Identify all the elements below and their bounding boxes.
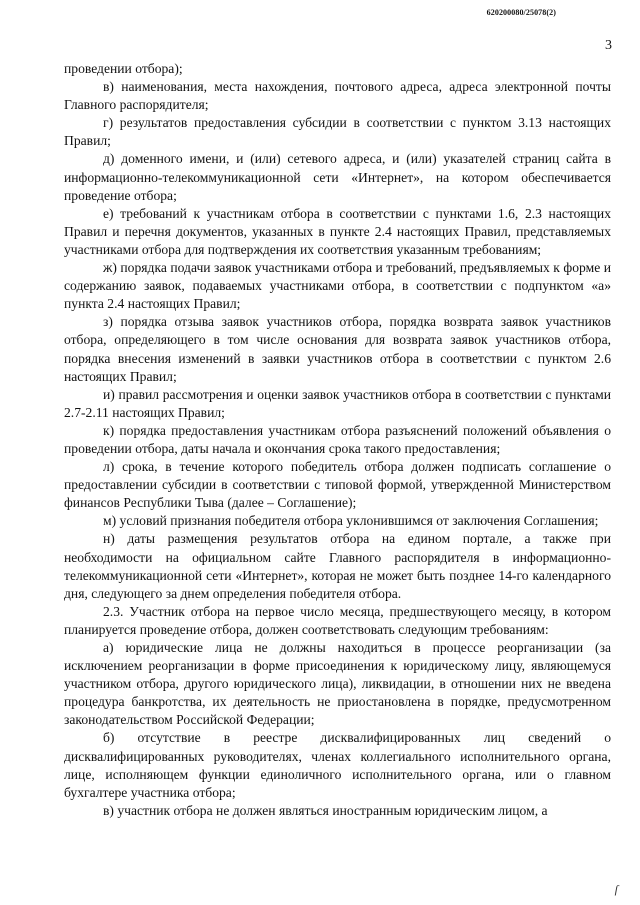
paragraph: проведении отбора); <box>64 61 183 76</box>
paragraph: д) доменного имени, и (или) сетевого адреса, и (или) указателей страниц сайта в информационно-телекоммуникационной сети «Интернет», на котором обеспечивается проведение отбора; <box>64 151 611 203</box>
document-body <box>64 60 611 820</box>
paragraph: к) порядка предоставления участникам отбора разъяснений положений объявления о проведении отбора, даты начала и окончания срока такого предоставления; <box>64 422 611 456</box>
paragraph: в) наименования, места нахождения, почтового адреса, адреса электронной почты Главного распорядителя; <box>64 79 611 113</box>
document-id: 620200080/25078(2) <box>486 8 556 17</box>
paragraph: е) требований к участникам отбора в соответствии с пунктами 1.6, 2.3 настоящих Правил и перечня документов, указанных в пункте 2.4 настоящих Правил, представляемых участниками отбора для подтверждения их соответствия указанным требованиям; <box>64 205 611 257</box>
paragraph: 2.3. Участник отбора на первое число месяца, предшествующего месяцу, в котором планируется проведение отбора, должен соответствовать следующим требованиям: <box>64 603 611 637</box>
paragraph: а) юридические лица не должны находиться в процессе реорганизации (за исключением реорганизации в форме присоединения к юридическому лицу, являющемуся участником отбора, другого юридического лица), ликвидации, в отношении них не введена процедура банкротства, их деятельность не приостановлена в порядке, предусмотренном законодательством Российской Федерации; <box>64 640 611 728</box>
paragraph: и) правил рассмотрения и оценки заявок участников отбора в соответствии с пунктами 2.7-2.11 настоящих Правил; <box>64 386 611 420</box>
paragraph: м) условий признания победителя отбора уклонившимся от заключения Соглашения; <box>103 513 599 529</box>
paragraph: г) результатов предоставления субсидии в соответствии с пунктом 3.13 настоящих Правил; <box>64 115 611 149</box>
handwritten-mark: ſ <box>614 882 618 896</box>
paragraph: в) участник отбора не должен являться иностранным юридическим лицом, а <box>103 802 548 818</box>
page-number: 3 <box>605 38 612 53</box>
paragraph: з) порядка отзыва заявок участников отбора, порядка возврата заявок участников отбора, определяющего в том числе основания для возврата заявок участников отбора, порядка внесения изменений в заявки участников отбора в соответствии с пунктом 2.6 настоящих Правил; <box>64 314 611 384</box>
paragraph: ж) порядка подачи заявок участниками отбора и требований, предъявляемых к форме и содержанию заявок, подаваемых участниками отбора, в соответствии с подпунктом «а» пункта 2.4 настоящих Правил; <box>64 260 611 312</box>
paragraph: л) срока, в течение которого победитель отбора должен подписать соглашение о предоставлении субсидии в соответствии с типовой формой, утвержденной Министерством финансов Республики Тыва (далее – Соглашение); <box>64 459 611 511</box>
paragraph: б) отсутствие в реестре дисквалифицированных лиц сведений о дисквалифицированных руководителях, членах коллегиального исполнительного органа, лице, исполняющем функции единоличного исполнительного органа, или о главном бухгалтере участника отбора; <box>64 730 611 800</box>
paragraph: н) даты размещения результатов отбора на едином портале, а также при необходимости на официальном сайте Главного распорядителя в информационно-телекоммуникационной сети «Интернет», которая не может быть позднее 14-го календарного дня, следующего за днем определения победителя отбора. <box>64 531 611 601</box>
